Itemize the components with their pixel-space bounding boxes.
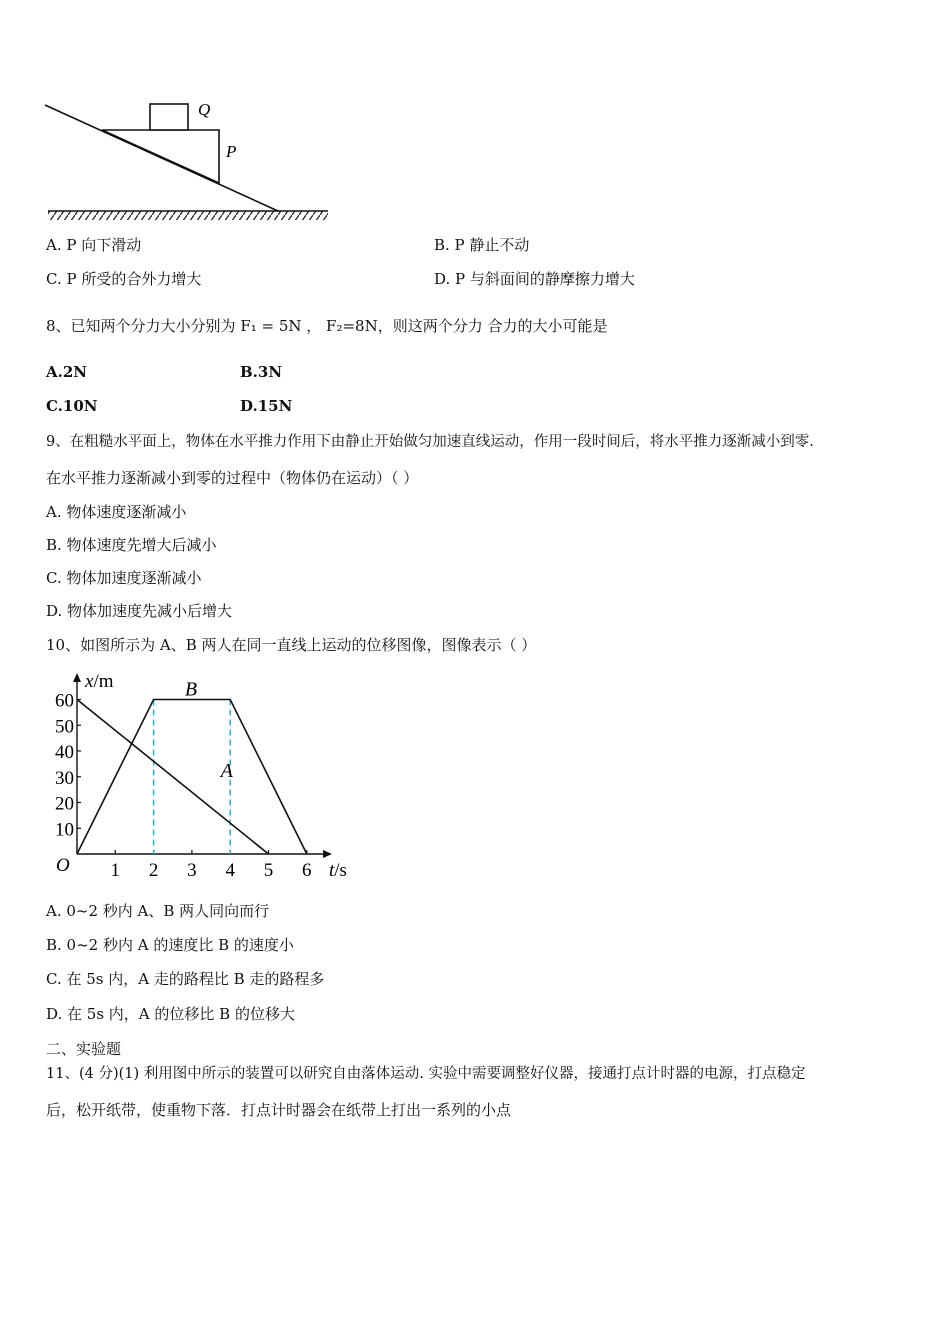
- q10-option-b: B. 0~2 秒内 A 的速度比 B 的速度小: [46, 936, 294, 954]
- q9-stem-line2: 在水平推力逐渐减小到零的过程中（物体仍在运动）（ ）: [46, 469, 419, 487]
- position-time-chart: [40, 665, 360, 887]
- q11-line1: 11、(4 分)(1) 利用图中所示的装置可以研究自由落体运动. 实验中需要调整好仪器，接通打点计时器的电源，打点稳定: [46, 1066, 806, 1082]
- q9-option-b: B. 物体速度先增大后减小: [46, 536, 217, 554]
- block-q: [150, 104, 188, 130]
- q7-option-c: C. P 所受的合外力增大: [46, 270, 202, 288]
- x-tick-label: 1: [110, 860, 121, 881]
- x-tick-label: 5: [263, 860, 274, 881]
- y-tick-label: 50: [55, 716, 74, 738]
- q10-option-a: A. 0~2 秒内 A、B 两人同向而行: [46, 902, 270, 920]
- y-tick-label: 40: [55, 742, 74, 763]
- q8-option-d: D.15N: [240, 397, 293, 415]
- y-tick-label: 30: [55, 767, 74, 789]
- q10-stem: 10、如图所示为 A、B 两人在同一直线上运动的位移图像，图像表示（ ）: [46, 636, 537, 654]
- y-tick-label: 10: [55, 819, 74, 841]
- y-axis-arrow: [73, 673, 81, 682]
- x-tick-label: 6: [302, 860, 312, 881]
- label-p: P: [226, 142, 237, 161]
- q7-option-b: B. P 静止不动: [434, 236, 530, 254]
- q7-option-a: A. P 向下滑动: [46, 236, 142, 254]
- ground-hatching: [48, 211, 328, 220]
- q8-option-c: C.10N: [46, 397, 98, 415]
- q8-stem: 8、已知两个分力大小分别为 F₁ = 5N ， F₂=8N，则这两个分力 合力的大小可能是: [46, 317, 608, 335]
- q9-option-c: C. 物体加速度逐渐减小: [46, 569, 202, 587]
- origin-label: O: [56, 855, 70, 876]
- y-tick-label: 60: [55, 690, 74, 712]
- x-tick-label: 2: [148, 860, 159, 881]
- series-label-a: A: [220, 759, 233, 782]
- q10-option-d: D. 在 5s 内，A 的位移比 B 的位移大: [46, 1005, 295, 1023]
- y-tick-label: 20: [55, 793, 74, 815]
- series-line-a: [77, 700, 269, 855]
- q10-option-c: C. 在 5s 内，A 走的路程比 B 走的路程多: [46, 970, 325, 988]
- series-label-b: B: [184, 678, 198, 701]
- y-axis-label: x/m: [85, 671, 114, 692]
- q8-option-a: A.2N: [46, 363, 88, 381]
- q11-line2: 后，松开纸带，使重物下落．打点计时器会在纸带上打出一系列的小点: [46, 1101, 512, 1119]
- q9-option-d: D. 物体加速度先减小后增大: [46, 602, 233, 620]
- series-line-b: [77, 700, 307, 855]
- x-axis-arrow: [323, 850, 332, 858]
- label-q: Q: [198, 100, 211, 119]
- q9-stem-line1: 9、在粗糙水平面上，物体在水平推力作用下由静止开始做匀加速直线运动，作用一段时间后，将水平推力逐渐减小到零.: [46, 434, 814, 450]
- block-p: [102, 130, 219, 183]
- q8-option-b: B.3N: [240, 363, 283, 381]
- x-tick-label: 3: [187, 860, 197, 881]
- incline-figure: [40, 95, 340, 225]
- q7-option-d: D. P 与斜面间的静摩擦力增大: [434, 270, 635, 288]
- section-heading: 二、实验题: [46, 1040, 122, 1058]
- x-axis-label: t/s: [329, 860, 347, 881]
- x-tick-label: 4: [225, 860, 235, 881]
- q9-option-a: A. 物体速度逐渐减小: [46, 503, 187, 521]
